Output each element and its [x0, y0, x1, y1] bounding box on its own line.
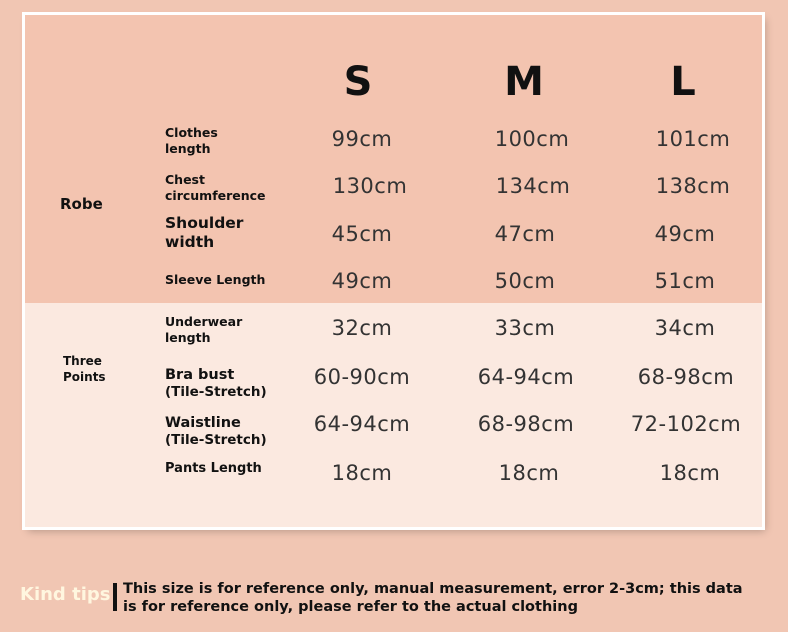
size-header-l: L — [670, 59, 696, 105]
robe-section-background — [25, 15, 762, 303]
cell-value: 64-94cm — [477, 365, 575, 389]
row-label-line1: Underwear — [165, 314, 243, 329]
cell-value: 49cm — [331, 269, 393, 293]
size-chart-card — [25, 15, 762, 527]
cell-value: 50cm — [494, 269, 556, 293]
cell-value: 32cm — [331, 316, 393, 340]
size-header-s: S — [343, 59, 373, 105]
cell-value: 18cm — [498, 461, 560, 485]
cell-value: 45cm — [331, 222, 393, 246]
row-label-sleeve-length — [165, 272, 265, 288]
row-label-chest-circumference — [165, 172, 266, 203]
row-label-underwear-length — [165, 314, 242, 345]
cell-value: 18cm — [659, 461, 721, 485]
row-label-line1: Shoulder — [165, 214, 244, 232]
row-label-pants-length — [165, 461, 262, 477]
row-label-line1: Sleeve Length — [165, 272, 266, 287]
row-label-line2: width — [165, 233, 215, 252]
kind-tips-title: Kind tips — [20, 584, 111, 605]
cell-value: 72-102cm — [630, 412, 742, 436]
cell-value: 51cm — [654, 269, 716, 293]
row-label-line1: Clothes — [165, 125, 218, 140]
cell-value: 101cm — [655, 127, 731, 151]
tips-divider — [113, 583, 117, 611]
row-label-line1: Bra bust — [165, 367, 235, 383]
cell-value: 99cm — [331, 127, 393, 151]
row-label-line1: Waistline — [165, 415, 241, 431]
size-header-m: M — [504, 59, 544, 105]
cell-value: 100cm — [494, 127, 570, 151]
row-label-line2: length — [165, 329, 211, 345]
cell-value: 49cm — [654, 222, 716, 246]
row-label-line1: Pants Length — [165, 461, 262, 476]
group-label-three-points — [63, 354, 106, 385]
cell-value: 64-94cm — [313, 412, 411, 436]
cell-value: 138cm — [655, 174, 731, 198]
row-label-bra-bust — [165, 366, 267, 401]
row-label-line2: length — [165, 140, 211, 156]
cell-value: 47cm — [494, 222, 556, 246]
cell-value: 33cm — [494, 316, 556, 340]
row-label-line1: Chest — [165, 172, 205, 187]
group-label-three-points-line1: Three — [63, 354, 102, 368]
kind-tips-text: This size is for reference only, manual measurement, error 2-3cm; this data is for reference only, please refer to the actual clothing — [123, 581, 743, 616]
cell-value: 60-90cm — [313, 365, 411, 389]
row-label-line2: (Tile-Stretch) — [165, 384, 267, 401]
row-label-line2: (Tile-Stretch) — [165, 432, 267, 449]
cell-value: 130cm — [332, 174, 408, 198]
row-label-waistline — [165, 414, 267, 449]
row-label-line2: circumference — [165, 187, 266, 203]
row-label-clothes-length — [165, 125, 218, 156]
cell-value: 18cm — [331, 461, 393, 485]
cell-value: 34cm — [654, 316, 716, 340]
row-label-shoulder-width — [165, 214, 243, 253]
group-label-three-points-line2: Points — [63, 369, 106, 384]
group-label-robe: Robe — [60, 195, 103, 213]
cell-value: 68-98cm — [477, 412, 575, 436]
cell-value: 134cm — [495, 174, 571, 198]
cell-value: 68-98cm — [637, 365, 735, 389]
